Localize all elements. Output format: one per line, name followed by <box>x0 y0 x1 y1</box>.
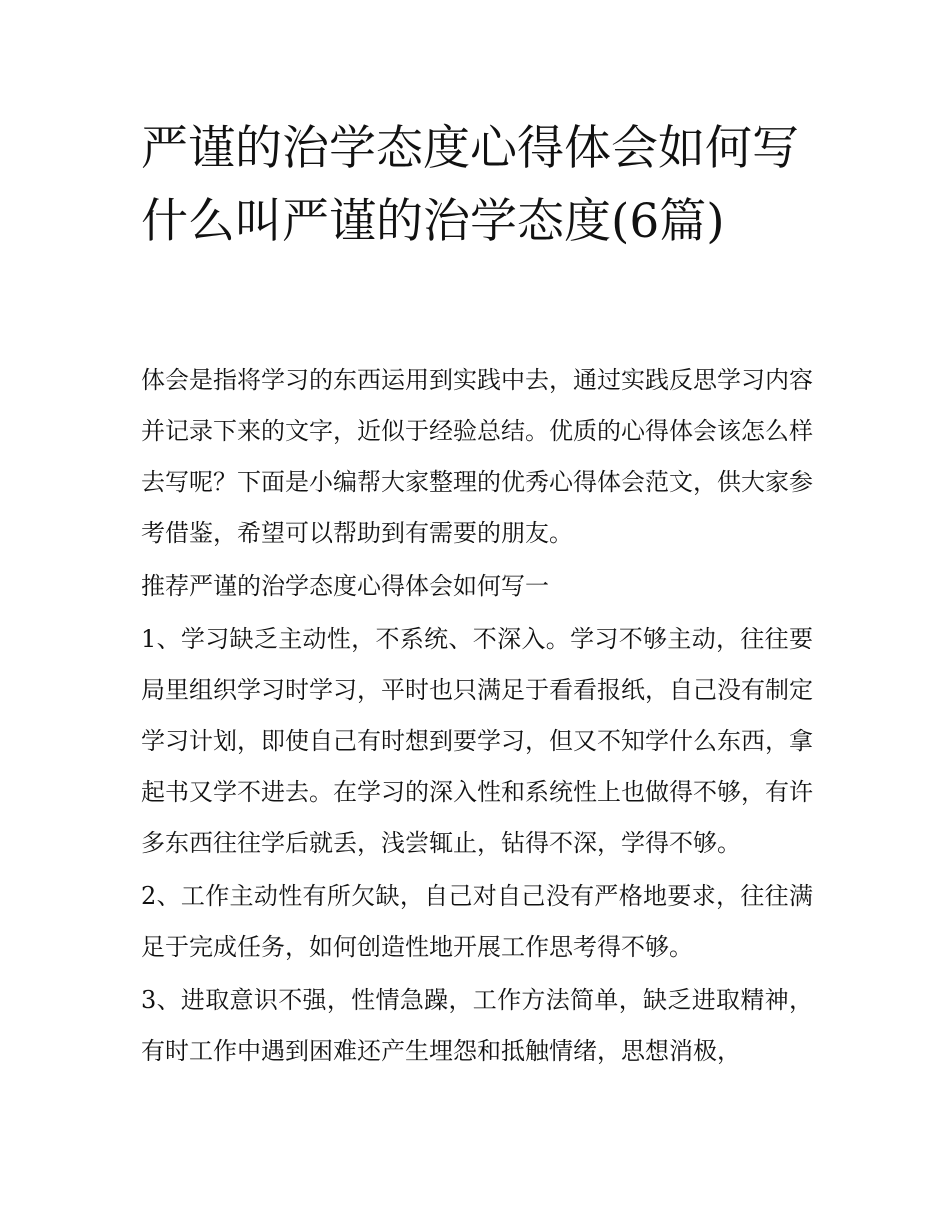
intro-paragraph: 体会是指将学习的东西运用到实践中去，通过实践反思学习内容并记录下来的文字，近似于经验总结。优质的心得体会该怎么样去写呢？下面是小编帮大家整理的优秀心得体会范文，供大家参考借鉴，希望可以帮助到有需要的朋友。 <box>141 366 813 547</box>
list-item-3: 3、进取意识不强，性情急躁，工作方法简单，缺乏进取精神，有时工作中遇到困难还产生埋怨和抵触情绪，思想消极， <box>141 986 813 1065</box>
document-title: 严谨的治学态度心得体会如何写 什么叫严谨的治学态度(6篇) <box>141 121 799 249</box>
section-heading: 推荐严谨的治学态度心得体会如何写一 <box>141 572 549 600</box>
document-body <box>141 355 813 1079</box>
list-item-1: 1、学习缺乏主动性，不系统、不深入。学习不够主动，往往要局里组织学习时学习，平时也只满足于看看报纸，自己没有制定学习计划，即使自己有时想到要学习，但又不知学什么东西，拿起书又学不进去。在学习的深入性和系统性上也做得不够，有许多东西往往学后就丢，浅尝辄止，钻得不深，学得不够。 <box>141 625 813 857</box>
list-item-2: 2、工作主动性有所欠缺，自己对自己没有严格地要求，往往满足于完成任务，如何创造性地开展工作思考得不够。 <box>141 882 813 961</box>
